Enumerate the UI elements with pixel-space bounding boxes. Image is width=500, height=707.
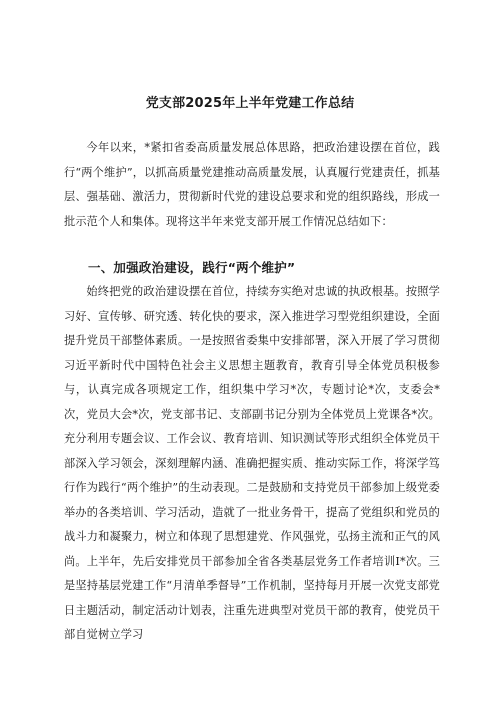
section-heading: 一、加强政治建设，践行“两个维护” <box>88 260 296 275</box>
intro-paragraph: 今年以来，*紧扣省委高质量发展总体思路，把政治建设摆在首位，践行“两个维护”，以抓高质量党建推动高质量发展，认真履行党建责任，抓基层、强基础、激活力，贯彻新时代党的建设总要求和党的组织路线，形成一批示范个人和集体。现将这半年来党支部开展工作情况总结如下： <box>64 141 440 228</box>
section-paragraph: 始终把党的政治建设摆在首位，持续夯实绝对忠诚的执政根基。按照学习好、宣传够、研究透、转化快的要求，深入推进学习型党组织建设，全面提升党员干部整体素质。一是按照省委集中安排部署，深入开展了学习贯彻习近平新时代中国特色社会主义思想主题教育，教育引导全体党员积极参与，认真完成各项规定工作，组织集中学习*次，专题讨论*次，支委会*次，党员大会*次，党支部书记、支部副书记分别为全体党员上党课各*次。充分利用专题会议、工作会议、教育培训、知识测试等形式组织全体党员干部深入学习领会，深刻理解内涵、准确把握实质、推动实际工作，将深学笃行作为践行“两个维护”的生动表现。二是鼓励和支持党员干部参加上级党委举办的各类培训、学习活动，造就了一批业务骨干，提高了党组织和党员的战斗力和凝聚力，树立和体现了思想建党、作风强党，弘扬主流和正气的风尚。上半年，先后安排党员干部参加全省各类基层党务工作者培训I*次。三是坚持基层党建工作“月清单季督导”工作机制，坚持每月开展一次党支部党日主题活动，制定活动计划表，注重先进典型对党员干部的教育，使党员干部自觉树立学习 <box>64 285 440 641</box>
document-title: 党支部2025年上半年党建工作总结 <box>145 96 355 111</box>
